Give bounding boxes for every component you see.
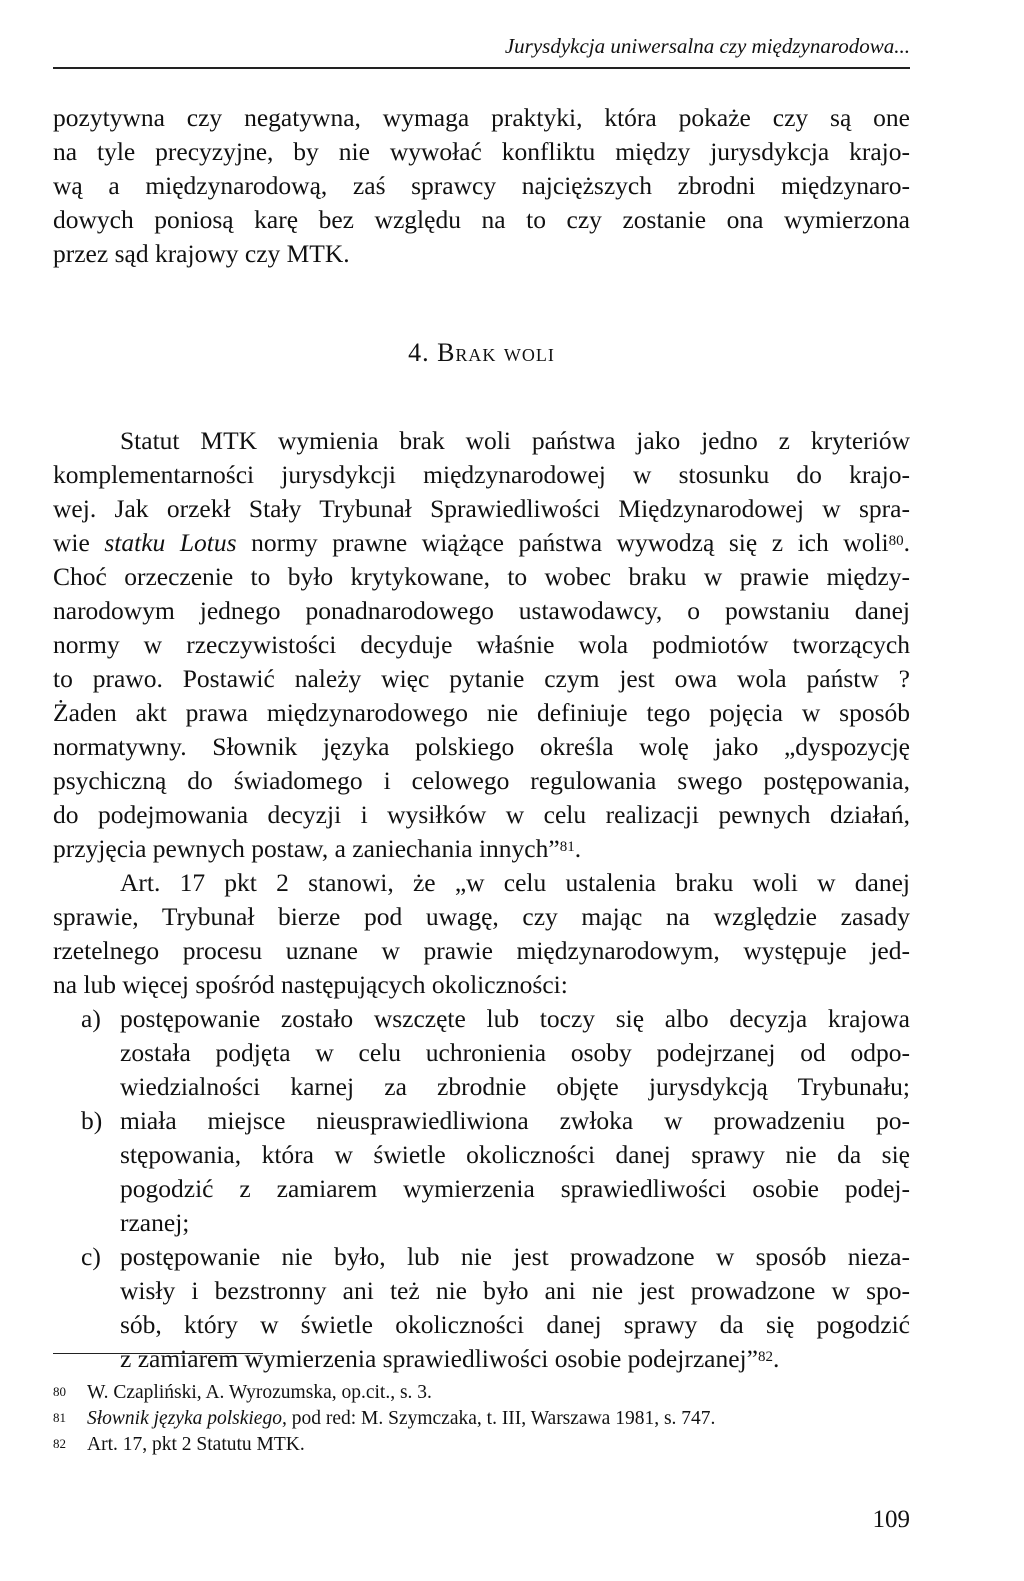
list-item-line: miała miejsce nieusprawiedliwiona zwłoka w prowadzeniu po- [120, 1106, 910, 1135]
body-line: na lub więcej spośród następujących okoliczności: [53, 970, 568, 999]
footnote-text: W. Czapliński, A. Wyrozumska, op.cit., s. 3. [87, 1382, 432, 1403]
footnote-number: 80 [53, 1384, 66, 1399]
list-item-line: postępowanie zostało wszczęte lub toczy się albo decyzja krajowa [120, 1004, 910, 1033]
footnote [53, 1406, 910, 1432]
section-title: Brak woli [437, 338, 555, 367]
list-item-line: wiedzialności karnej za zbrodnie objęte jurysdykcją Trybunału; [120, 1072, 910, 1101]
body-line: normatywny. Słownik języka polskiego określa wolę jako „dyspozycję [53, 732, 910, 761]
body-line: narodowym jednego ponadnarodowego ustawodawcy, o powstaniu danej [53, 596, 910, 625]
list-label: b) [81, 1106, 103, 1135]
list-item-line: została podjęta w celu uchronienia osoby podejrzanej od odpo- [120, 1038, 910, 1067]
list-item-line: postępowanie nie było, lub nie jest prowadzone w sposób nieza- [120, 1242, 910, 1271]
section-number: 4. [408, 338, 430, 367]
text-run: . [903, 528, 910, 557]
body-line: psychiczną do świadomego i celowego regulowania swego postępowania, [53, 766, 910, 795]
case-name: statku Lotus [104, 528, 237, 557]
document-page [53, 0, 910, 1581]
list-item-line: pogodzić z zamiarem wymierzenia sprawiedliwości osobie podej- [120, 1174, 910, 1203]
body-line: rzetelnego procesu uznane w prawie międzynarodowym, występuje jed- [53, 936, 910, 965]
body-line: normy w rzeczywistości decyduje właśnie wola podmiotów tworzących [53, 630, 910, 659]
list-item-line: sób, który w świetle okoliczności danej sprawy da się pogodzić [120, 1310, 910, 1339]
body-line: to prawo. Postawić należy więc pytanie czym jest owa wola państw ? [53, 664, 910, 693]
footnote-ref[interactable]: 82 [757, 1349, 773, 1365]
text-run: normy prawne wiążące państwa wywodzą się z ich woli [236, 528, 889, 557]
header-rule [53, 67, 910, 69]
footnote [53, 1380, 910, 1406]
section-heading [53, 336, 910, 370]
list-item-line: wisły i bezstronny ani też nie było ani nie jest prowadzone w spo- [120, 1276, 910, 1305]
intro-line: wą a międzynarodową, zaś sprawcy najcięższych zbrodni międzynaro- [53, 171, 910, 200]
footnote [53, 1432, 910, 1458]
footnote-ref[interactable]: 81 [559, 839, 575, 855]
intro-line: przez sąd krajowy czy MTK. [53, 239, 350, 268]
text-run: wie [53, 528, 105, 557]
footnote-number: 82 [53, 1436, 66, 1451]
footnote-text: Art. 17, pkt 2 Statutu MTK. [87, 1434, 305, 1455]
list-item-line: rzanej; [120, 1208, 190, 1237]
intro-line: na tyle precyzyjne, by nie wywołać konfliktu między jurysdykcja krajo- [53, 137, 910, 166]
body-line: Choć orzeczenie to było krytykowane, to wobec braku w prawie między- [53, 562, 910, 591]
body-line: Art. 17 pkt 2 stanowi, że „w celu ustalenia braku woli w danej [120, 868, 910, 897]
text-run: z zamiarem wymierzenia sprawiedliwości osobie podejrzanej” [120, 1344, 758, 1373]
list-label: c) [81, 1242, 101, 1271]
body-line: do podejmowania decyzji i wysiłków w celu realizacji pewnych działań, [53, 800, 910, 829]
body-line: sprawie, Trybunał bierze pod uwagę, czy mając na względzie zasady [53, 902, 910, 931]
intro-line: dowych poniosą karę bez względu na to czy zostanie ona wymierzona [53, 205, 910, 234]
body-line: wej. Jak orzekł Stały Trybunał Sprawiedliwości Międzynarodowej w spra- [53, 494, 910, 523]
intro-line: pozytywna czy negatywna, wymaga praktyki, która pokaże czy są one [53, 103, 910, 132]
text-run: . [574, 834, 582, 863]
body-line: komplementarności jurysdykcji międzynarodowej w stosunku do krajo- [53, 460, 910, 489]
list-label: a) [81, 1004, 101, 1033]
list-item-line: stępowania, która w świetle okoliczności danej sprawy nie da się [120, 1140, 910, 1169]
footnote-text: pod red: M. Szymczaka, t. III, Warszawa 1981, s. 747. [286, 1408, 716, 1429]
body-line [53, 526, 910, 560]
text-run: . [772, 1344, 780, 1373]
list-item-line [120, 1342, 910, 1376]
body-line [53, 832, 910, 866]
text-run: przyjęcia pewnych postaw, a zaniechania innych” [53, 834, 560, 863]
footnote-rule [53, 1353, 263, 1354]
body-line: Żaden akt prawa międzynarodowego nie definiuje tego pojęcia w sposób [53, 698, 910, 727]
body-line: Statut MTK wymienia brak woli państwa jako jedno z kryteriów [120, 426, 910, 455]
running-head: Jurysdykcja uniwersalna czy międzynarodowa... [504, 34, 910, 58]
page-number: 109 [872, 1506, 910, 1533]
footnote-number: 81 [53, 1410, 66, 1425]
footnote-ref[interactable]: 80 [888, 533, 904, 549]
footnote-title: Słownik języka polskiego, [87, 1408, 287, 1429]
